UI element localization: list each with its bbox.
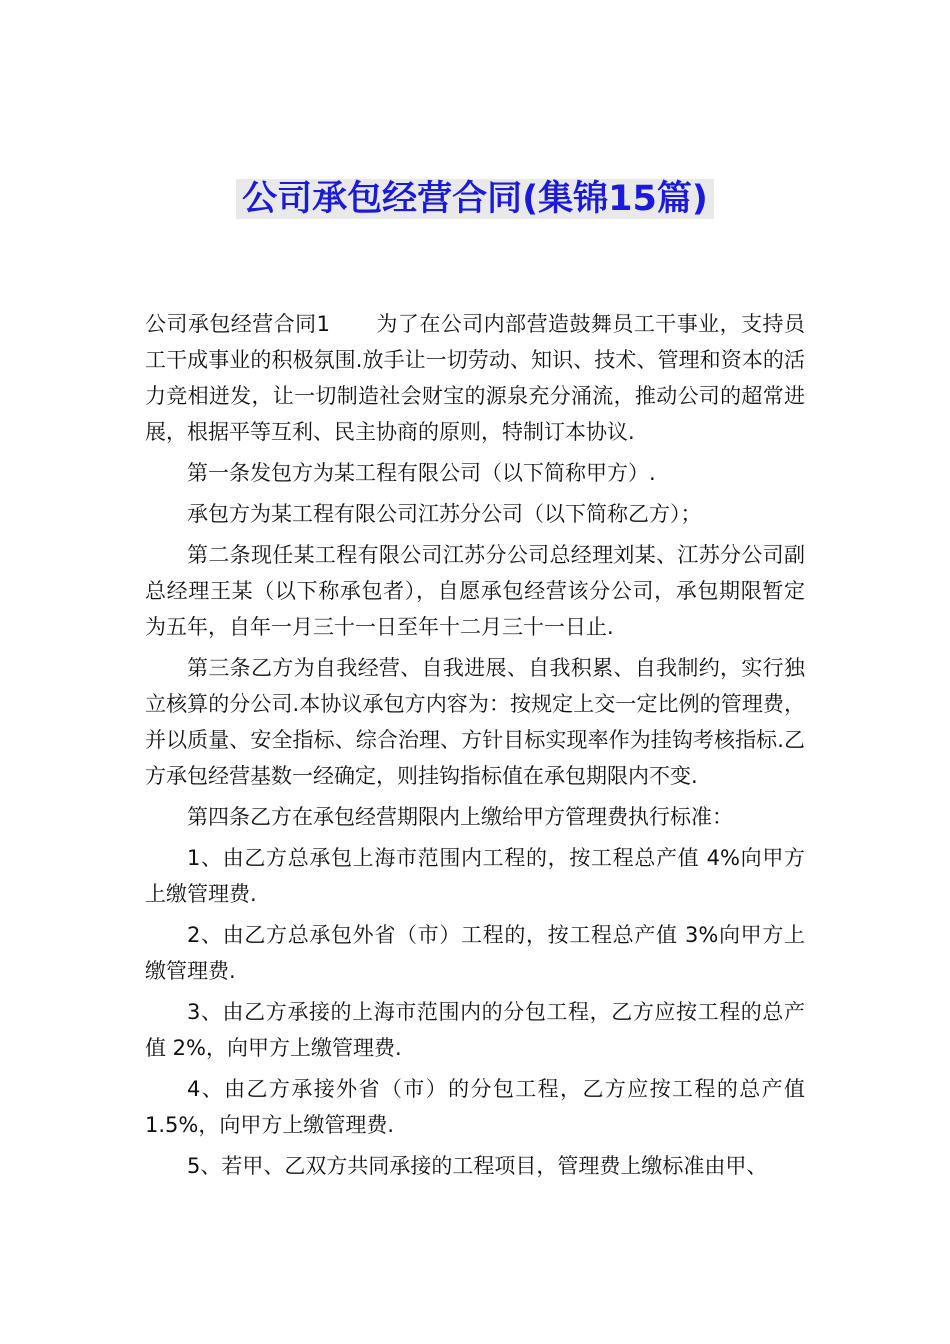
paragraph: 2、由乙方总承包外省（市）工程的，按工程总产值 3%向甲方上缴管理费. (145, 923, 805, 983)
document-body (145, 306, 805, 1189)
paragraph: 第一条发包方为某工程有限公司（以下简称甲方）. (187, 461, 656, 485)
paragraph: 4、由乙方承接外省（市）的分包工程，乙方应按工程的总产值1.5%，向甲方上缴管理费. (145, 1077, 805, 1137)
paragraph: 承包方为某工程有限公司江苏分公司（以下简称乙方）； (187, 502, 702, 526)
paragraph: 5、若甲、乙双方共同承接的工程项目，管理费上缴标准由甲、 (187, 1154, 768, 1178)
paragraph: 第四条乙方在承包经营期限内上缴给甲方管理费执行标准： (187, 805, 733, 829)
paragraph-first (145, 306, 805, 450)
title-text: 公司承包经营合同(集锦15篇) (236, 179, 714, 219)
paragraph: 第三条乙方为自我经营、自我进展、自我积累、自我制约，实行独立核算的分公司.本协议承包方内容为：按规定上交一定比例的管理费，并以质量、安全指标、综合治理、方针目标实现率作为挂钩考核指标.乙方承包经营基数一经确定，则挂钩指标值在承包期限内不变. (145, 656, 805, 788)
contract-heading: 公司承包经营合同1 (145, 312, 330, 336)
paragraph: 3、由乙方承接的上海市范围内的分包工程，乙方应按工程的总产值 2%，向甲方上缴管理费. (145, 1000, 805, 1060)
document-title (0, 176, 950, 222)
paragraph: 1、由乙方总承包上海市范围内工程的，按工程总产值 4%向甲方上缴管理费. (145, 846, 805, 906)
paragraph-text: 为了在公司内部营造鼓舞员工干事业，支持员工干成事业的积极氛围.放手让一切劳动、知识、技术、管理和资本的活力竞相迸发，让一切制造社会财宝的源泉充分涌流，推动公司的超常进展，根据平等互利、民主协商的原则，特制订本协议. (145, 312, 805, 444)
paragraph: 第二条现任某工程有限公司江苏分公司总经理刘某、江苏分公司副总经理王某（以下称承包者），自愿承包经营该分公司，承包期限暂定为五年，自年一月三十一日至年十二月三十一日止. (145, 543, 805, 639)
